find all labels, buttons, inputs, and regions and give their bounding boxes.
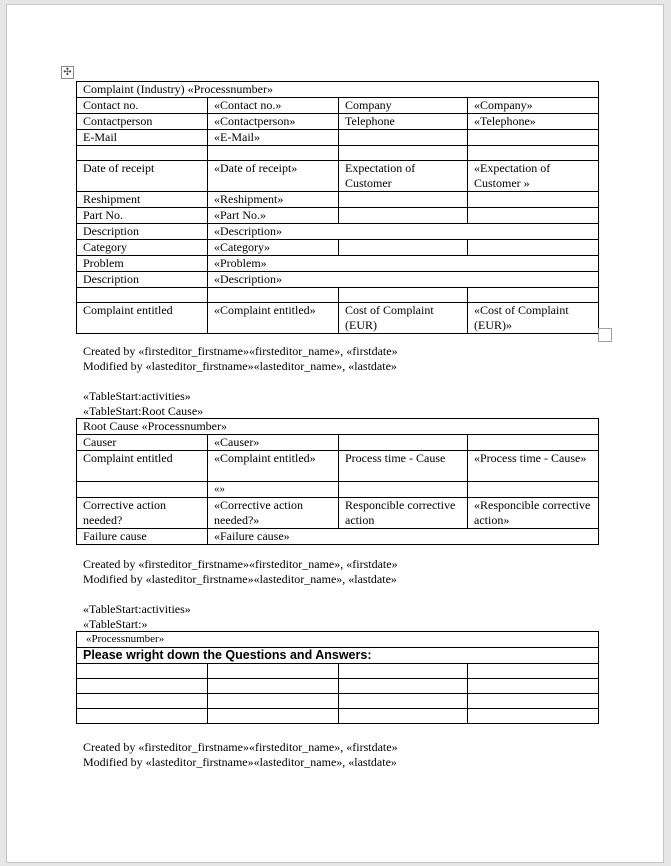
table-cell[interactable]: «Part No.» [208,208,339,224]
table-row [77,146,599,161]
table-cell[interactable] [339,709,468,724]
tablestart-root-cause: «TableStart:Root Cause» [83,404,204,418]
table-row [77,288,599,303]
table-cell[interactable] [77,482,208,498]
table-cell[interactable] [339,208,468,224]
table-cell[interactable] [77,694,208,709]
table-cell[interactable]: Process time - Cause [339,451,468,482]
table-cell[interactable]: «Complaint entitled» [208,451,339,482]
table-cell[interactable] [339,694,468,709]
table-row [77,192,599,208]
table-cell[interactable]: «Cost of Complaint (EUR)» [468,303,599,334]
table-cell[interactable] [208,146,339,161]
table-cell[interactable]: «Description» [208,224,599,240]
table-cell[interactable] [339,679,468,694]
table-cell[interactable]: «Category» [208,240,339,256]
table-cell[interactable] [468,435,599,451]
table-cell[interactable] [77,709,208,724]
table-cell[interactable]: «Expectation of Customer » [468,161,599,192]
tablestart-activities: «TableStart:activities» [83,602,191,616]
table-cell[interactable] [468,664,599,679]
table-cell[interactable]: «Description» [208,272,599,288]
table-cell[interactable]: «Date of receipt» [208,161,339,192]
table-cell[interactable]: Date of receipt [77,161,208,192]
qa-processnumber[interactable]: «Processnumber» [77,632,599,648]
table-title-row [77,82,599,98]
modified-by-line: Modified by «lasteditor_firstname»«lasteditor_name», «lastdate» [83,755,397,769]
table-cell[interactable]: Part No. [77,208,208,224]
qa-table-title[interactable]: Please wright down the Questions and Answers: [77,648,599,664]
table-cell[interactable]: «Telephone» [468,114,599,130]
table-cell[interactable]: «Company» [468,98,599,114]
table-cell[interactable]: E-Mail [77,130,208,146]
table-cell[interactable]: «» [208,482,339,498]
table-cell[interactable]: Failure cause [77,529,208,545]
table-cell[interactable]: Reshipment [77,192,208,208]
table-row [77,709,599,724]
table-cell[interactable] [468,192,599,208]
table-row [77,529,599,545]
table-cell[interactable] [339,146,468,161]
qa-table [76,631,599,724]
table-row [77,694,599,709]
table-cell[interactable] [77,288,208,303]
table-cell[interactable] [468,146,599,161]
table-row [77,664,599,679]
table-cell[interactable] [339,435,468,451]
table-cell[interactable] [208,288,339,303]
table-cell[interactable]: Responcible corrective action [339,498,468,529]
table-cell[interactable] [468,482,599,498]
table-resize-handle[interactable] [598,328,612,342]
table-cell[interactable] [468,130,599,146]
table-cell[interactable]: Problem [77,256,208,272]
table-cell[interactable] [339,664,468,679]
table-cell[interactable] [77,664,208,679]
created-by-line: Created by «firsteditor_firstname»«firsteditor_name», «firstdate» [83,557,398,571]
created-by-line: Created by «firsteditor_firstname»«firsteditor_name», «firstdate» [83,740,398,754]
table-move-handle[interactable] [61,66,74,79]
table-cell[interactable] [339,192,468,208]
table-row [77,240,599,256]
complaint-table-title[interactable]: Complaint (Industry) «Processnumber» [77,82,599,98]
table-row [77,256,599,272]
complaint-table [76,81,599,334]
table-cell[interactable] [468,694,599,709]
table-cell[interactable] [468,208,599,224]
table-cell[interactable]: «Process time - Cause» [468,451,599,482]
created-by-line: Created by «firsteditor_firstname»«firsteditor_name», «firstdate» [83,344,398,358]
table-cell[interactable] [77,146,208,161]
table-cell[interactable]: Category [77,240,208,256]
table-cell[interactable]: Description [77,272,208,288]
table-row [77,208,599,224]
table-cell[interactable] [339,482,468,498]
table-cell[interactable] [468,288,599,303]
table-cell[interactable] [208,664,339,679]
table-row [77,98,599,114]
table-cell[interactable] [208,694,339,709]
table-row [77,130,599,146]
table-cell[interactable] [468,709,599,724]
table-cell[interactable] [77,679,208,694]
table-cell[interactable] [208,679,339,694]
table-cell[interactable]: Complaint entitled [77,303,208,334]
tablestart-empty: «TableStart:» [83,617,148,631]
table-cell[interactable]: «Responcible corrective action» [468,498,599,529]
table-title-row [77,648,599,664]
table-cell[interactable] [339,240,468,256]
table-cell[interactable] [208,709,339,724]
table-cell[interactable]: «Causer» [208,435,339,451]
table-title-row [77,419,599,435]
table-cell[interactable]: «E-Mail» [208,130,339,146]
table-cell[interactable]: Complaint entitled [77,451,208,482]
root-cause-table [76,418,599,545]
table-row [77,161,599,192]
table-cell[interactable]: «Complaint entitled» [208,303,339,334]
table-cell[interactable]: Cost of Complaint (EUR) [339,303,468,334]
table-cell[interactable] [339,130,468,146]
table-cell[interactable]: Telephone [339,114,468,130]
table-row [77,498,599,529]
table-cell[interactable]: «Contactperson» [208,114,339,130]
table-row [77,224,599,240]
table-row [77,451,599,482]
table-cell[interactable]: «Corrective action needed?» [208,498,339,529]
table-row [77,435,599,451]
table-cell[interactable]: Contactperson [77,114,208,130]
modified-by-line: Modified by «lasteditor_firstname»«lasteditor_name», «lastdate» [83,359,397,373]
table-cell[interactable]: Expectation of Customer [339,161,468,192]
tablestart-activities: «TableStart:activities» [83,389,191,403]
table-cell[interactable]: Corrective action needed? [77,498,208,529]
table-cell[interactable]: «Contact no.» [208,98,339,114]
table-row [77,114,599,130]
table-cell[interactable]: Causer [77,435,208,451]
root-cause-table-title[interactable]: Root Cause «Processnumber» [77,419,599,435]
table-row [77,679,599,694]
table-row [77,303,599,334]
table-cell[interactable]: Contact no. [77,98,208,114]
table-cell[interactable]: Company [339,98,468,114]
table-cell[interactable]: «Problem» [208,256,599,272]
table-cell[interactable]: Description [77,224,208,240]
move-arrows-icon: ✣ [63,67,72,78]
table-row [77,272,599,288]
table-header-row [77,632,599,648]
table-row [77,482,599,498]
table-cell[interactable] [468,679,599,694]
table-cell[interactable] [468,240,599,256]
table-cell[interactable] [339,288,468,303]
table-cell[interactable]: «Failure cause» [208,529,599,545]
modified-by-line: Modified by «lasteditor_firstname»«lasteditor_name», «lastdate» [83,572,397,586]
table-cell[interactable]: «Reshipment» [208,192,339,208]
